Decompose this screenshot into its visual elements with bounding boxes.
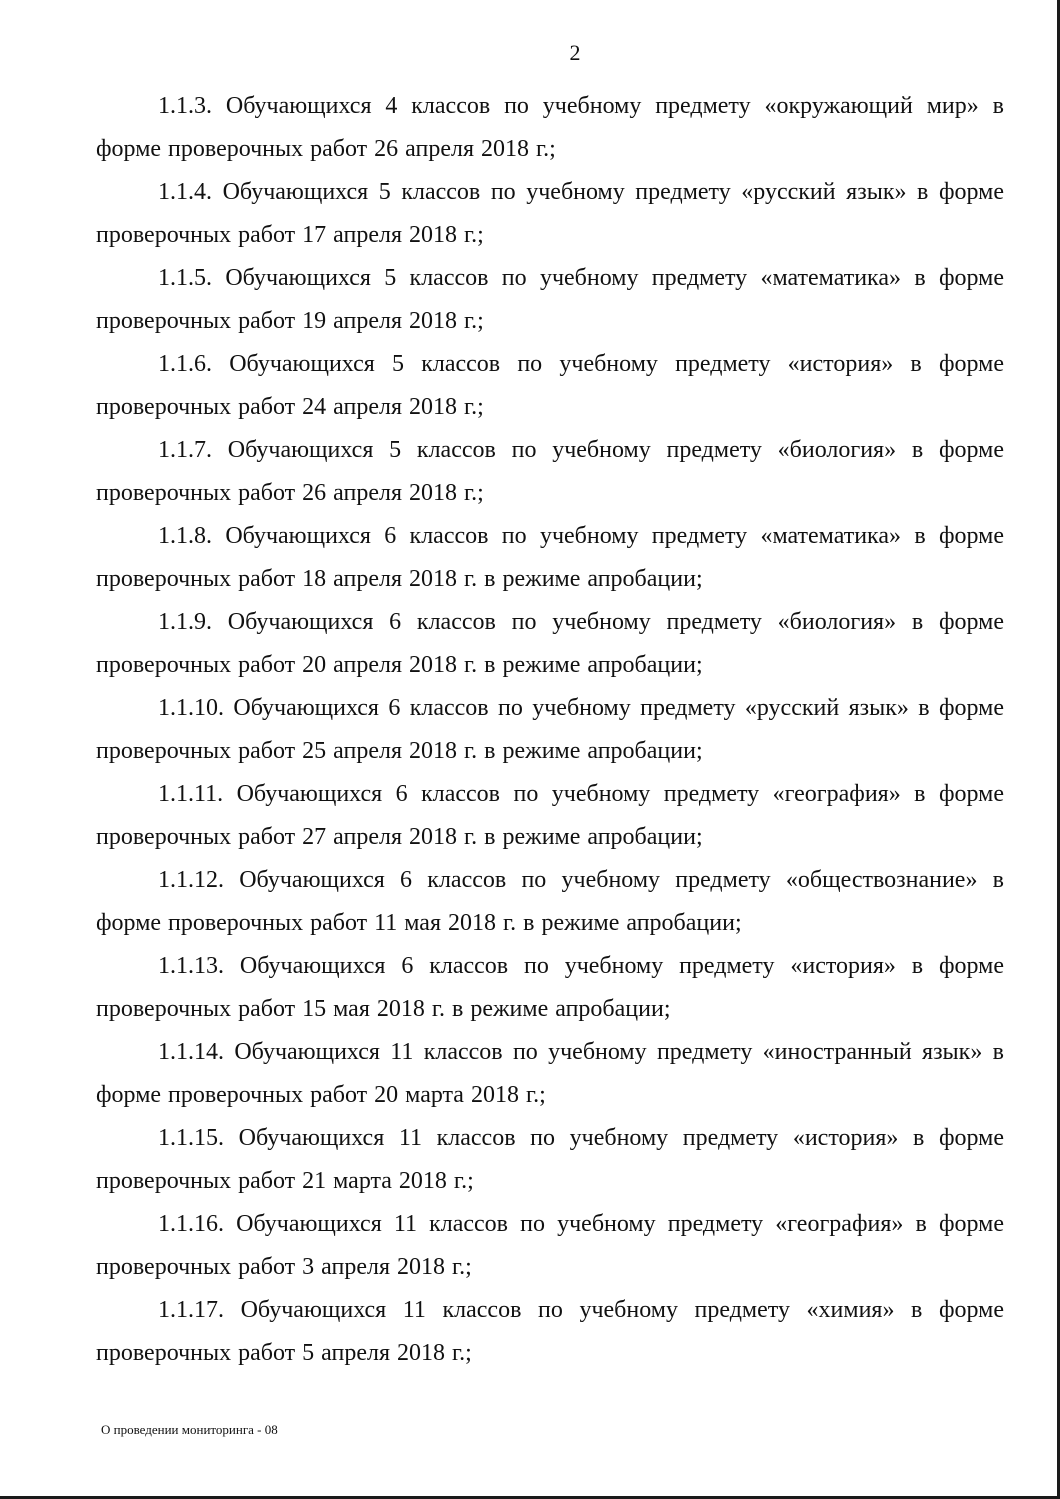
items-list bbox=[96, 85, 1004, 1375]
list-item: 1.1.12. Обучающихся 6 классов по учебному предмету «обществознание» в форме проверочных работ 11 мая 2018 г. в режиме апробации; bbox=[96, 867, 1004, 936]
list-item: 1.1.9. Обучающихся 6 классов по учебному предмету «биология» в форме проверочных работ 20 апреля 2018 г. в режиме апробации; bbox=[96, 609, 1004, 678]
page-number: 2 bbox=[569, 40, 581, 65]
list-item: 1.1.16. Обучающихся 11 классов по учебному предмету «география» в форме проверочных работ 3 апреля 2018 г.; bbox=[96, 1211, 1004, 1280]
list-item: 1.1.8. Обучающихся 6 классов по учебному предмету «математика» в форме проверочных работ 18 апреля 2018 г. в режиме апробации; bbox=[96, 523, 1004, 592]
list-item: 1.1.11. Обучающихся 6 классов по учебному предмету «география» в форме проверочных работ 27 апреля 2018 г. в режиме апробации; bbox=[96, 781, 1004, 850]
list-item: 1.1.5. Обучающихся 5 классов по учебному предмету «математика» в форме проверочных работ 19 апреля 2018 г.; bbox=[96, 265, 1004, 334]
list-item: 1.1.15. Обучающихся 11 классов по учебному предмету «история» в форме проверочных работ 21 марта 2018 г.; bbox=[96, 1125, 1004, 1194]
list-item: 1.1.4. Обучающихся 5 классов по учебному предмету «русский язык» в форме проверочных работ 17 апреля 2018 г.; bbox=[96, 179, 1004, 248]
footer-note: О проведении мониторинга - 08 bbox=[101, 1422, 278, 1437]
list-item: 1.1.7. Обучающихся 5 классов по учебному предмету «биология» в форме проверочных работ 26 апреля 2018 г.; bbox=[96, 437, 1004, 506]
list-item: 1.1.17. Обучающихся 11 классов по учебному предмету «химия» в форме проверочных работ 5 апреля 2018 г.; bbox=[96, 1297, 1004, 1366]
list-item: 1.1.14. Обучающихся 11 классов по учебному предмету «иностранный язык» в форме проверочных работ 20 марта 2018 г.; bbox=[96, 1039, 1004, 1108]
list-item: 1.1.13. Обучающихся 6 классов по учебному предмету «история» в форме проверочных работ 15 мая 2018 г. в режиме апробации; bbox=[96, 953, 1004, 1022]
list-item: 1.1.10. Обучающихся 6 классов по учебному предмету «русский язык» в форме проверочных работ 25 апреля 2018 г. в режиме апробации; bbox=[96, 695, 1004, 764]
list-item: 1.1.6. Обучающихся 5 классов по учебному предмету «история» в форме проверочных работ 24 апреля 2018 г.; bbox=[96, 351, 1004, 420]
list-item: 1.1.3. Обучающихся 4 классов по учебному предмету «окружающий мир» в форме проверочных работ 26 апреля 2018 г.; bbox=[96, 93, 1004, 162]
